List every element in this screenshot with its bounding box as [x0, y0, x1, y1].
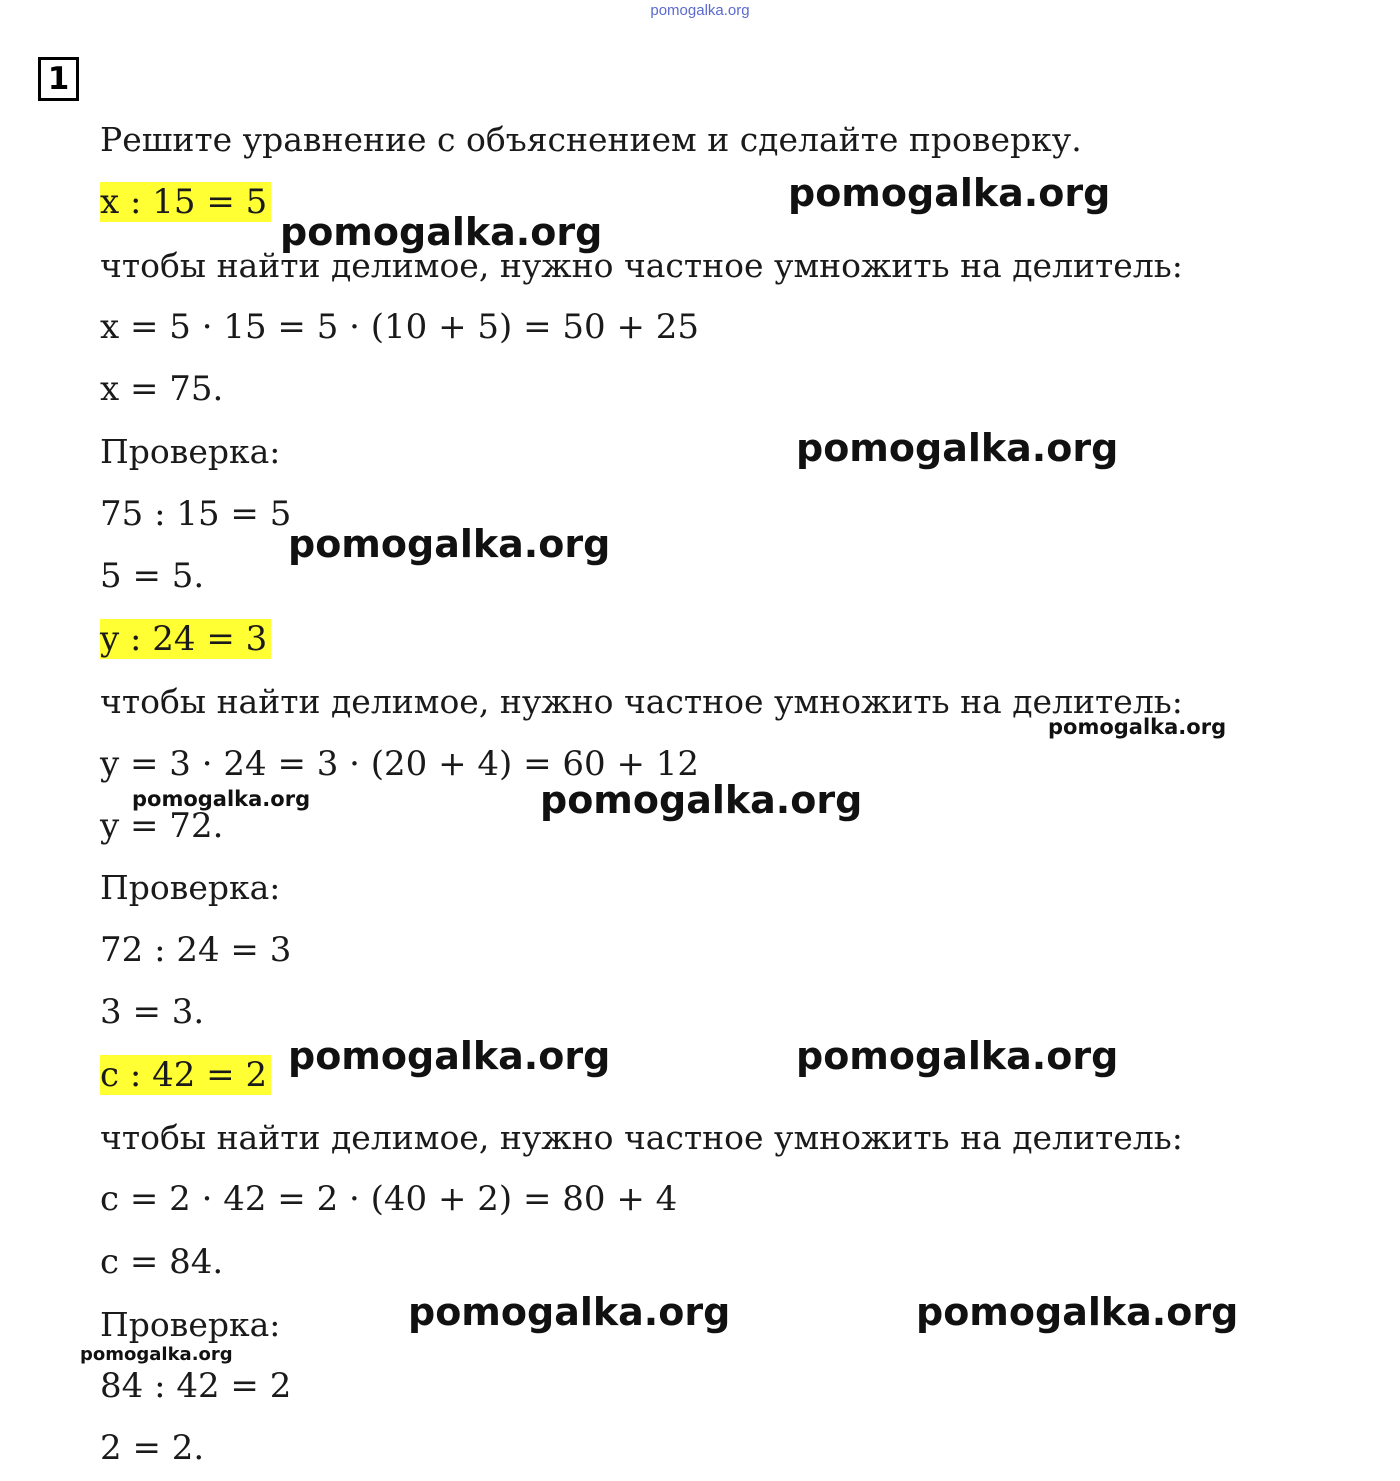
calc-2: y = 3 · 24 = 3 · (20 + 4) = 60 + 12 [100, 744, 700, 784]
equation-1 [100, 180, 271, 224]
watermark: pomogalka.org [288, 522, 611, 566]
check-label-1: Проверка: [100, 432, 281, 471]
check-1: 75 : 15 = 5 [100, 494, 292, 534]
result-2: y = 72. [100, 806, 224, 846]
equation-2-highlight: y : 24 = 3 [100, 619, 271, 659]
watermark: pomogalka.org [796, 426, 1119, 470]
calc-1: x = 5 · 15 = 5 · (10 + 5) = 50 + 25 [100, 307, 700, 347]
explanation-1: чтобы найти делимое, нужно частное умножить на делитель: [100, 246, 1183, 285]
task-number-badge: 1 [38, 57, 79, 101]
explanation-2: чтобы найти делимое, нужно частное умножить на делитель: [100, 682, 1183, 721]
calc-3: c = 2 · 42 = 2 · (40 + 2) = 80 + 4 [100, 1179, 678, 1219]
instruction-text: Решите уравнение с объяснением и сделайте проверку. [100, 120, 1082, 159]
result-1: x = 75. [100, 369, 224, 409]
equation-3 [100, 1053, 271, 1097]
explanation-3: чтобы найти делимое, нужно частное умножить на делитель: [100, 1118, 1183, 1157]
result-3: c = 84. [100, 1242, 224, 1282]
watermark: pomogalka.org [280, 210, 603, 254]
check-result-2: 3 = 3. [100, 992, 205, 1032]
watermark: pomogalka.org [132, 787, 311, 811]
check-result-1: 5 = 5. [100, 556, 205, 596]
watermark: pomogalka.org [788, 171, 1111, 215]
watermark: pomogalka.org [80, 1344, 233, 1365]
watermark: pomogalka.org [288, 1034, 611, 1078]
check-3: 84 : 42 = 2 [100, 1366, 292, 1406]
watermark: pomogalka.org [1048, 715, 1227, 739]
site-watermark-top: pomogalka.org [650, 2, 750, 19]
equation-3-highlight: c : 42 = 2 [100, 1055, 271, 1095]
check-result-3: 2 = 2. [100, 1428, 205, 1468]
check-2: 72 : 24 = 3 [100, 930, 292, 970]
watermark: pomogalka.org [540, 778, 863, 822]
check-label-3: Проверка: [100, 1305, 281, 1344]
check-label-2: Проверка: [100, 868, 281, 907]
watermark: pomogalka.org [408, 1290, 731, 1334]
watermark: pomogalka.org [796, 1034, 1119, 1078]
equation-2 [100, 617, 271, 661]
equation-1-highlight: x : 15 = 5 [100, 182, 271, 222]
watermark: pomogalka.org [916, 1290, 1239, 1334]
